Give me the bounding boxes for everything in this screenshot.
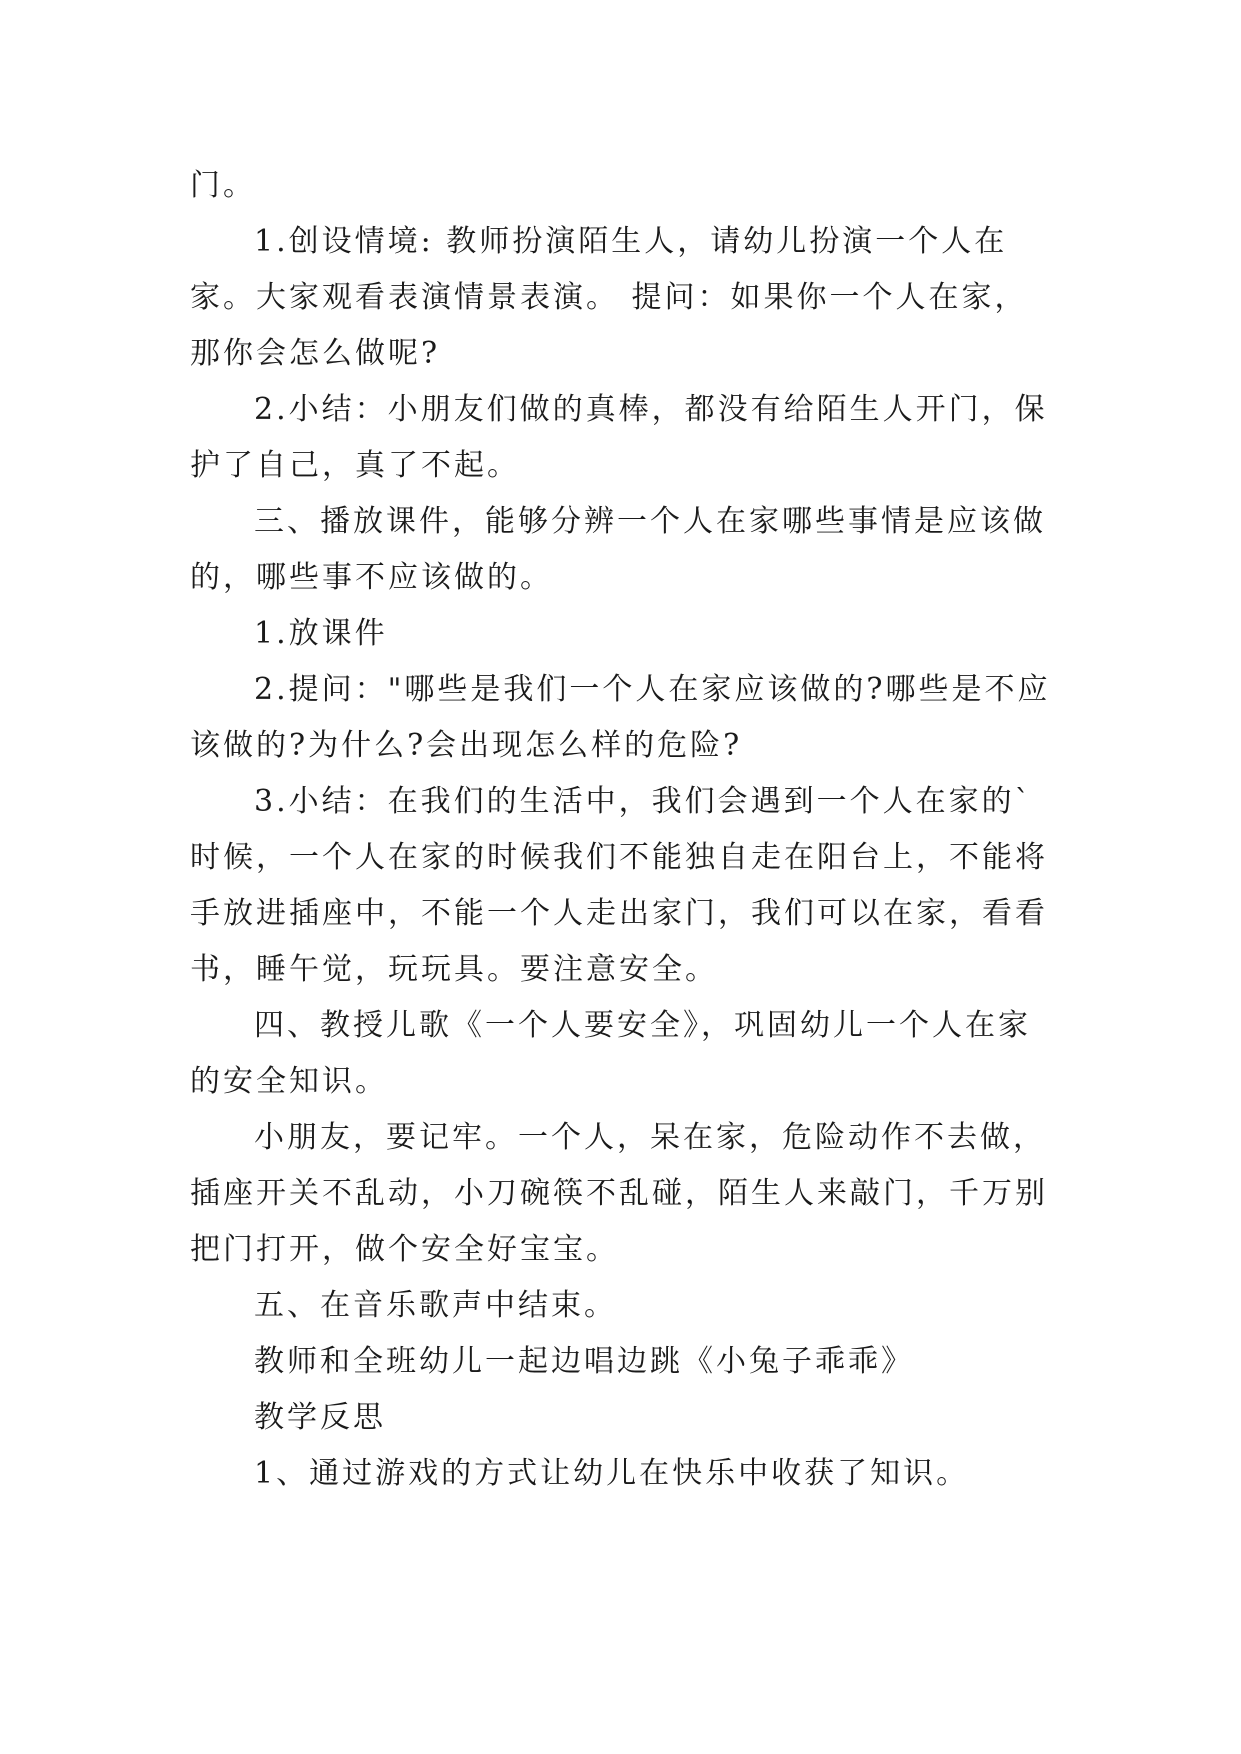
document-body xyxy=(190,158,1060,1502)
paragraph: 教师和全班幼儿一起边唱边跳《小兔子乖乖》 xyxy=(254,1344,914,1379)
paragraph: 教学反思 xyxy=(254,1400,386,1435)
paragraph: 1.放课件 xyxy=(254,616,388,651)
paragraph: 3.小结：在我们的生活中，我们会遇到一个人在家的`时候，一个人在家的时候我们不能独自走在阳台上，不能将手放进插座中，不能一个人走出家门，我们可以在家，看看书，睡午觉，玩玩具。要注意安全。 xyxy=(190,784,1048,987)
paragraph: 2.提问："哪些是我们一个人在家应该做的?哪些是不应该做的?为什么?会出现怎么样的危险? xyxy=(190,672,1051,763)
paragraph: 四、教授儿歌《一个人要安全》，巩固幼儿一个人在家的安全知识。 xyxy=(190,1008,1031,1099)
paragraph: 五、在音乐歌声中结束。 xyxy=(254,1288,617,1323)
paragraph: 1、通过游戏的方式让幼儿在快乐中收获了知识。 xyxy=(254,1456,970,1491)
paragraph: 小朋友，要记牢。一个人，呆在家，危险动作不去做，插座开关不乱动，小刀碗筷不乱碰，陌生人来敲门，千万别把门打开，做个安全好宝宝。 xyxy=(190,1120,1048,1267)
paragraph: 2.小结：小朋友们做的真棒，都没有给陌生人开门，保护了自己，真了不起。 xyxy=(190,392,1048,483)
paragraph: 门。 xyxy=(190,168,256,203)
paragraph: 三、播放课件，能够分辨一个人在家哪些事情是应该做的，哪些事不应该做的。 xyxy=(190,504,1046,595)
paragraph: 1.创设情境: 教师扮演陌生人，请幼儿扮演一个人在家。大家观看表演情景表演。 提问：如果你一个人在家，那你会怎么做呢? xyxy=(190,224,1028,371)
